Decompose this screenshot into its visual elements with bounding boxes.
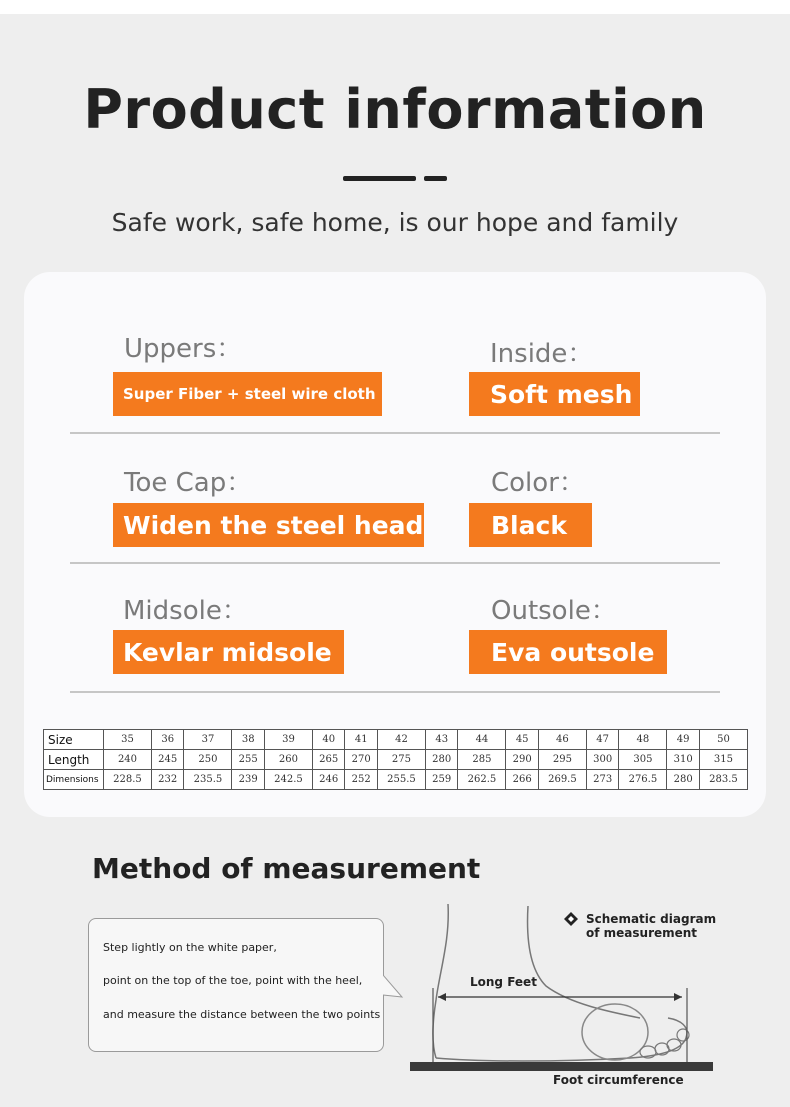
spec-value-inside: Soft mesh xyxy=(469,372,640,416)
table-cell: 40 xyxy=(312,730,345,750)
table-cell: 246 xyxy=(312,770,345,790)
table-cell: 315 xyxy=(699,750,747,770)
table-cell: 235.5 xyxy=(184,770,232,790)
spec-value-midsole: Kevlar midsole xyxy=(113,630,344,674)
table-cell: 275 xyxy=(377,750,425,770)
spec-label-toe-cap: Toe Cap： xyxy=(124,468,253,498)
size-row xyxy=(44,730,748,750)
table-cell: 41 xyxy=(345,730,378,750)
dimensions-row xyxy=(44,770,748,790)
table-cell: 310 xyxy=(667,750,700,770)
table-cell: 250 xyxy=(184,750,232,770)
table-cell: 269.5 xyxy=(538,770,586,790)
foot-circumference-label: Foot circumference xyxy=(553,1073,684,1087)
page-title: Product information xyxy=(83,78,707,141)
table-row-header: Length xyxy=(44,750,104,770)
table-cell: 280 xyxy=(425,750,458,770)
table-cell: 260 xyxy=(264,750,312,770)
table-cell: 36 xyxy=(151,730,184,750)
table-cell: 259 xyxy=(425,770,458,790)
spec-label-inside: Inside： xyxy=(490,339,594,369)
table-cell: 252 xyxy=(345,770,378,790)
table-cell: 240 xyxy=(104,750,152,770)
table-cell: 266 xyxy=(506,770,539,790)
sole-outline xyxy=(436,1018,687,1061)
table-cell: 35 xyxy=(104,730,152,750)
table-cell: 305 xyxy=(619,750,667,770)
table-cell: 232 xyxy=(151,770,184,790)
instruction-step-3: and measure the distance between the two points xyxy=(103,1008,381,1021)
title-divider-long xyxy=(343,176,416,181)
size-table xyxy=(43,729,748,790)
table-cell: 45 xyxy=(506,730,539,750)
table-cell: 37 xyxy=(184,730,232,750)
table-cell: 300 xyxy=(586,750,619,770)
table-cell: 285 xyxy=(458,750,506,770)
table-cell: 48 xyxy=(619,730,667,750)
table-cell: 290 xyxy=(506,750,539,770)
table-cell: 265 xyxy=(312,750,345,770)
table-row-header: Dimensions xyxy=(44,770,104,790)
table-row-header: Size xyxy=(44,730,104,750)
table-cell: 50 xyxy=(699,730,747,750)
table-cell: 255 xyxy=(232,750,265,770)
spec-value-outsole: Eva outsole xyxy=(469,630,667,674)
spec-divider-3 xyxy=(70,691,720,693)
table-cell: 273 xyxy=(586,770,619,790)
table-cell: 270 xyxy=(345,750,378,770)
instruction-step-1: Step lightly on the white paper, xyxy=(103,941,277,954)
heel-outline xyxy=(433,904,448,1058)
table-cell: 283.5 xyxy=(699,770,747,790)
table-cell: 47 xyxy=(586,730,619,750)
table-cell: 262.5 xyxy=(458,770,506,790)
table-cell: 49 xyxy=(667,730,700,750)
table-cell: 280 xyxy=(667,770,700,790)
spec-value-color: Black xyxy=(469,503,592,547)
spec-label-color: Color： xyxy=(491,468,585,498)
long-feet-label: Long Feet xyxy=(470,975,537,989)
table-cell: 239 xyxy=(232,770,265,790)
table-cell: 228.5 xyxy=(104,770,152,790)
table-cell: 276.5 xyxy=(619,770,667,790)
title-divider-short xyxy=(424,176,447,181)
table-cell: 42 xyxy=(377,730,425,750)
table-cell: 255.5 xyxy=(377,770,425,790)
length-row xyxy=(44,750,748,770)
table-cell: 39 xyxy=(264,730,312,750)
table-cell: 38 xyxy=(232,730,265,750)
page-subtitle: Safe work, safe home, is our hope and family xyxy=(111,208,679,237)
measurement-title: Method of measurement xyxy=(92,852,481,885)
spec-label-uppers: Uppers： xyxy=(124,334,243,364)
diagram-title-line-1: Schematic diagram xyxy=(586,912,717,926)
table-cell: 43 xyxy=(425,730,458,750)
table-cell: 46 xyxy=(538,730,586,750)
spec-divider-1 xyxy=(70,432,720,434)
spec-label-midsole: Midsole： xyxy=(123,596,248,626)
table-cell: 242.5 xyxy=(264,770,312,790)
spec-value-uppers: Super Fiber + steel wire cloth xyxy=(113,372,382,416)
spec-label-outsole: Outsole： xyxy=(491,596,617,626)
spec-value-toe-cap: Widen the steel head xyxy=(113,503,424,547)
instruction-step-2: point on the top of the toe, point with the heel, xyxy=(103,974,363,987)
spec-divider-2 xyxy=(70,562,720,564)
floor-bar xyxy=(410,1062,713,1071)
table-cell: 295 xyxy=(538,750,586,770)
table-cell: 245 xyxy=(151,750,184,770)
diagram-title-line-2: of measurement xyxy=(586,926,698,940)
table-cell: 44 xyxy=(458,730,506,750)
